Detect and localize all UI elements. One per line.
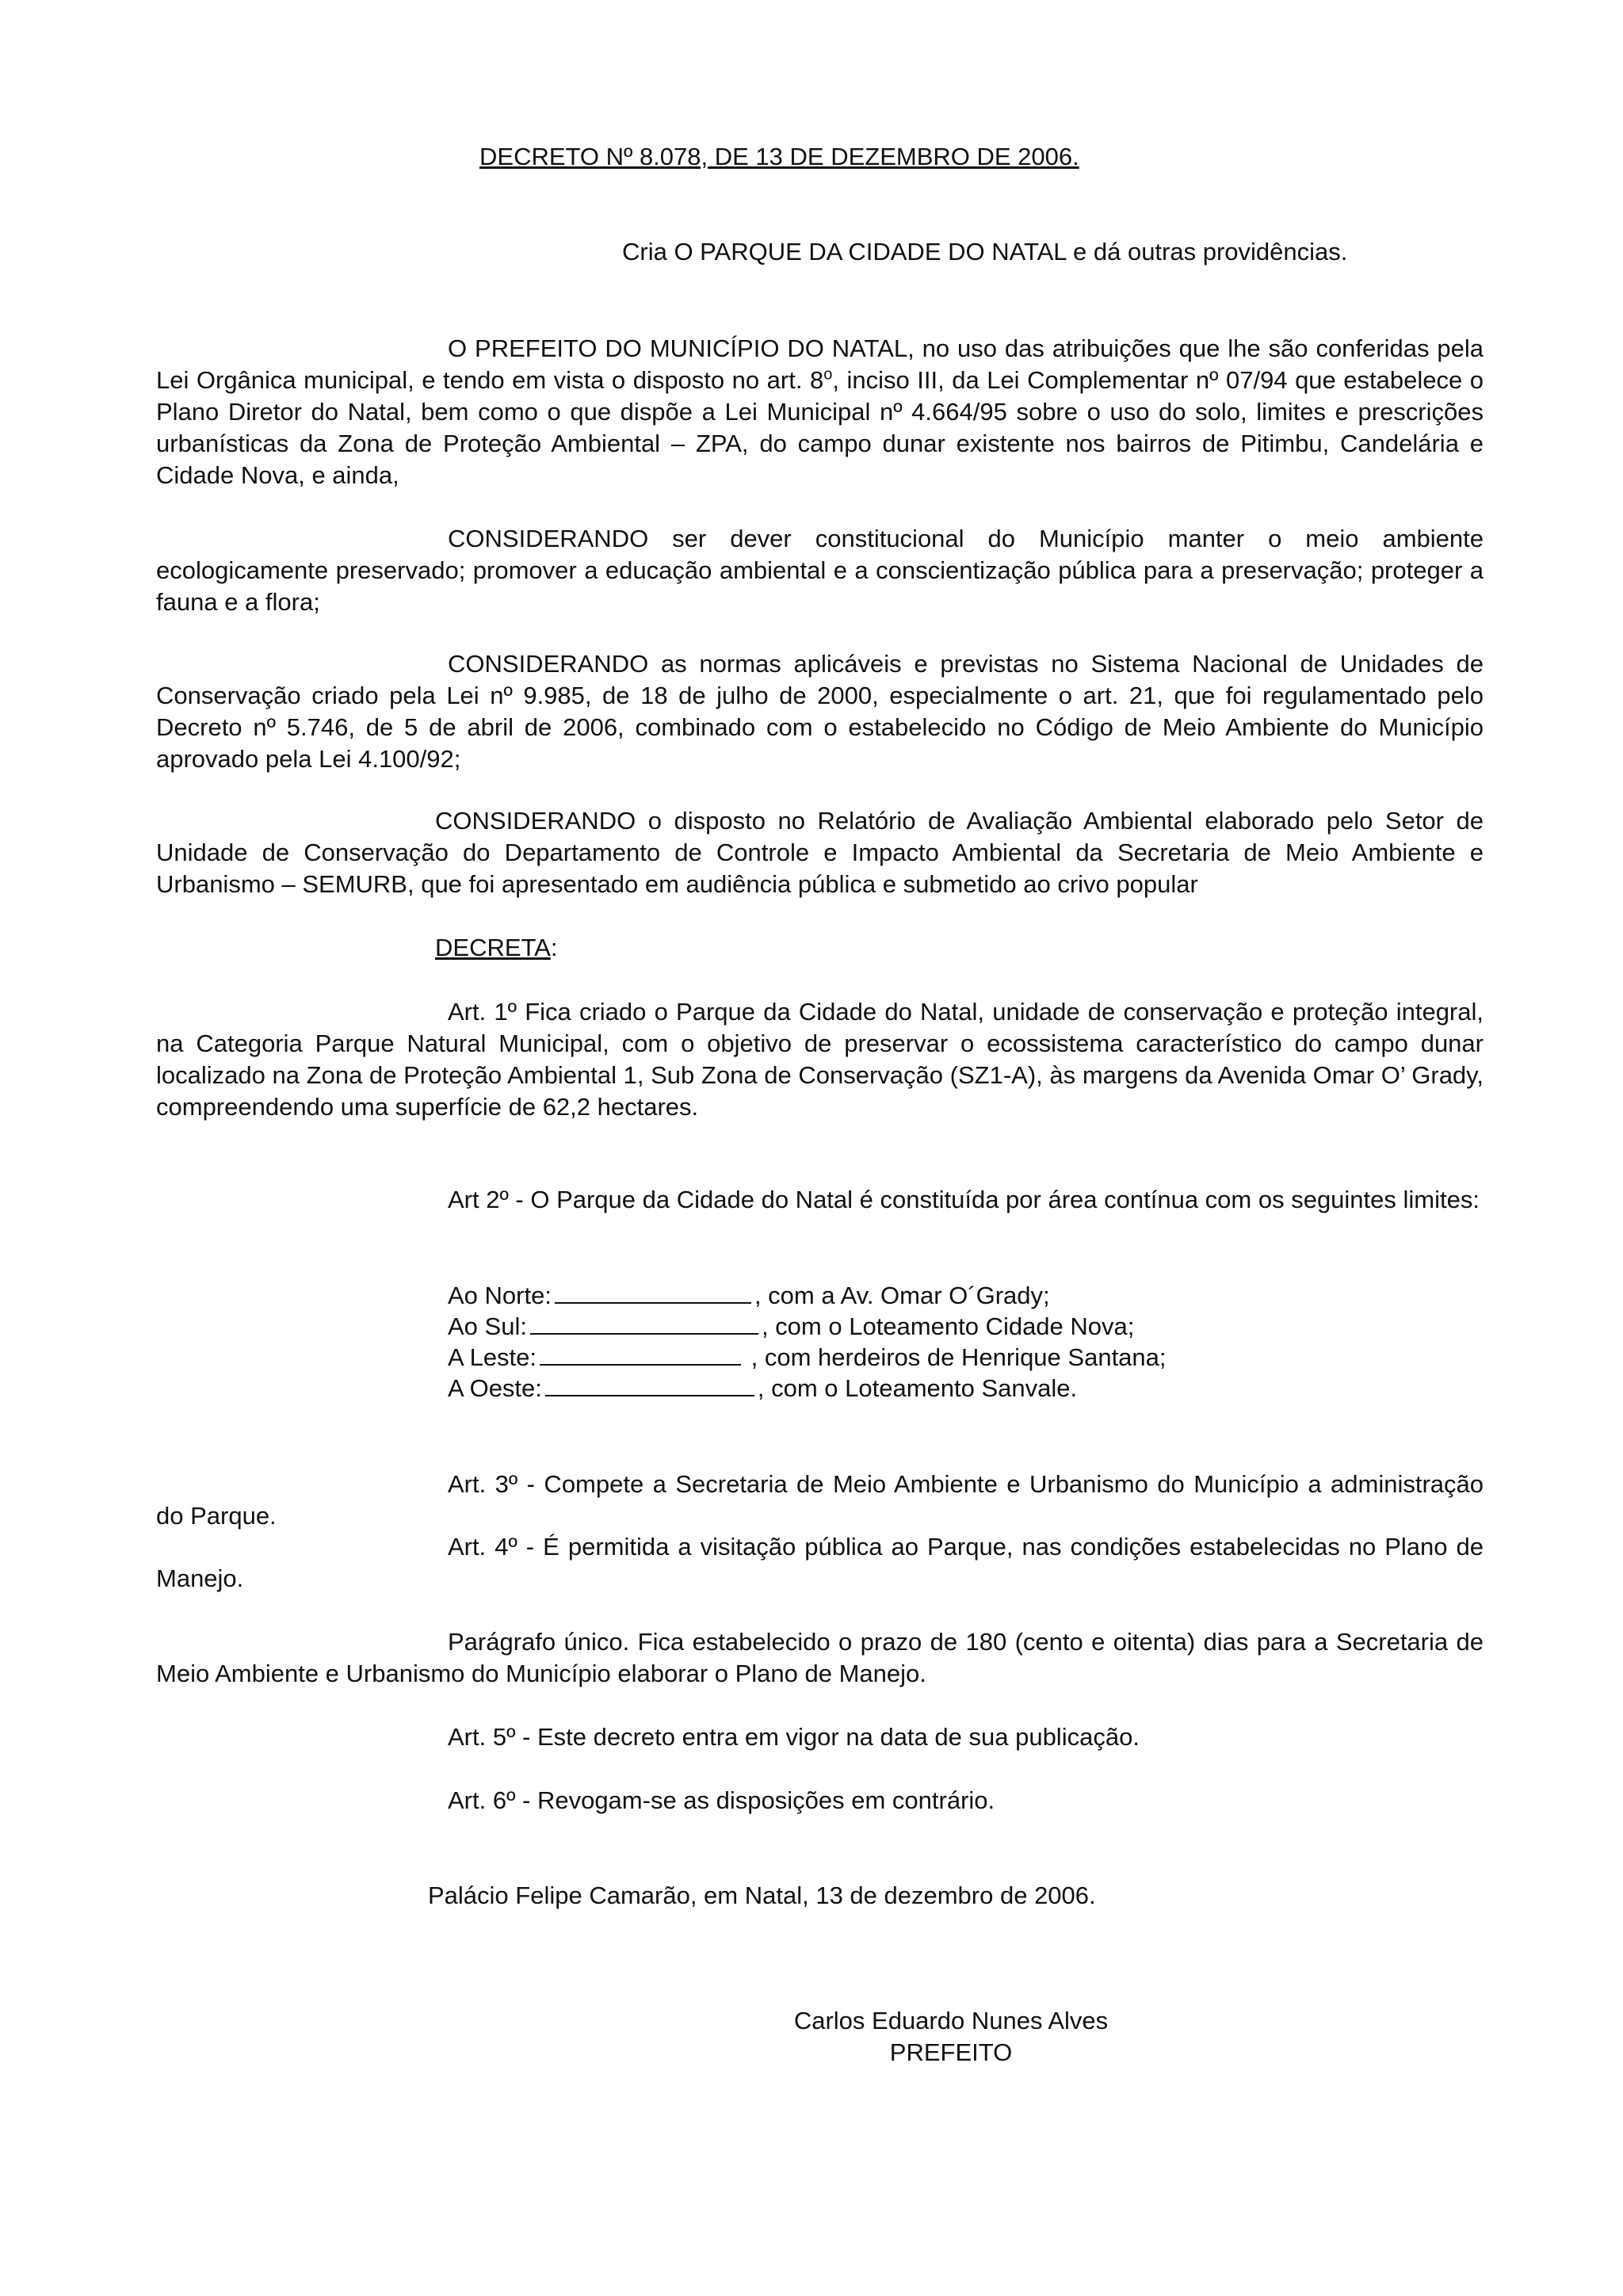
decreta-label: DECRETA bbox=[435, 934, 551, 961]
signer-role: PREFEITO bbox=[889, 2038, 1013, 2066]
limit-north-blank bbox=[555, 1280, 751, 1304]
limit-west-blank bbox=[545, 1373, 754, 1396]
decree-title: DECRETO Nº 8.078, DE 13 DE DEZEMBRO DE 2006. bbox=[479, 143, 1079, 170]
considerando-2: CONSIDERANDO as normas aplicáveis e previstas no Sistema Nacional de Unidades de Conservação criado pela Lei nº 9.985, de 18 de julho de 2000, especialmente o art. 21, que foi regulamentado pelo Decreto nº 5.746, de 5 de abril de 2006, combinado com o estabelecido no Código de Meio Ambiente do Município aprovado pela Lei 4.100/92; bbox=[156, 650, 1484, 773]
limit-south-blank bbox=[530, 1311, 758, 1335]
limit-north bbox=[448, 1280, 1050, 1312]
article-6: Art. 6º - Revogam-se as disposições em contrário. bbox=[448, 1786, 995, 1814]
considerando-1: CONSIDERANDO ser dever constitucional do Município manter o meio ambiente ecologicamente preservado; promover a educação ambiental e a conscientização pública para a preservação; proteger a fauna e a flora; bbox=[156, 525, 1484, 616]
article-3: Art. 3º - Compete a Secretaria de Meio Ambiente e Urbanismo do Município a administração do Parque. bbox=[156, 1470, 1484, 1530]
preamble-paragraph bbox=[156, 333, 1484, 491]
limit-south bbox=[448, 1311, 1134, 1343]
article-5: Art. 5º - Este decreto entra em vigor na data de sua publicação. bbox=[448, 1723, 1140, 1751]
article-1: Art. 1º Fica criado o Parque da Cidade do Natal, unidade de conservação e proteção integral, na Categoria Parque Natural Municipal, com o objetivo de preservar o ecossistema característico do campo dunar localizado na Zona de Proteção Ambiental 1, Sub Zona de Conservação (SZ1-A), às margens da Avenida Omar O’ Grady, compreendendo uma superfície de 62,2 hectares. bbox=[156, 998, 1484, 1121]
decreta-heading bbox=[435, 932, 557, 964]
limit-east-text: , com herdeiros de Henrique Santana; bbox=[744, 1343, 1167, 1371]
limit-west-text: , com o Loteamento Sanvale. bbox=[757, 1374, 1078, 1402]
decreta-colon: : bbox=[550, 934, 558, 961]
preamble-text-a: O PREFEITO DO MUNICÍPIO DO NATAL, no uso das atribuições que lhe são conferidas pela Lei Orgânica municipal, e tendo em vista o disposto no art. 8 bbox=[156, 334, 1484, 394]
limit-north-text: , com a Av. Omar O´Grady; bbox=[754, 1282, 1050, 1309]
signature-block bbox=[745, 2005, 1157, 2069]
limit-east-blank bbox=[540, 1342, 741, 1366]
preamble-superscript: o bbox=[823, 365, 833, 384]
limit-south-text: , com o Loteamento Cidade Nova; bbox=[761, 1312, 1135, 1340]
limit-north-label: Ao Norte: bbox=[448, 1282, 552, 1309]
limit-west-label: A Oeste: bbox=[448, 1374, 542, 1402]
limit-east-label: A Leste: bbox=[448, 1343, 537, 1371]
considerando-3: CONSIDERANDO o disposto no Relatório de Avaliação Ambiental elaborado pelo Setor de Unidade de Conservação do Departamento de Controle e Impacto Ambiental da Secretaria de Meio Ambiente e Urbanismo – SEMURB, que foi apresentado em audiência pública e submetido ao crivo popular bbox=[156, 807, 1484, 898]
paragrafo-unico: Parágrafo único. Fica estabelecido o prazo de 180 (cento e oitenta) dias para a Secretaria de Meio Ambiente e Urbanismo do Município elaborar o Plano de Manejo. bbox=[156, 1628, 1484, 1687]
preamble-text-b: , inciso III, da Lei Complementar nº 07/94 que estabelece o Plano Diretor do Natal, bem como o que dispõe a Lei Municipal nº 4.664/95 sobre o uso do solo, limites e prescrições urbanísticas da Zona de Proteção Ambiental – ZPA, do campo dunar existente nos bairros de Pitimbu, Candelária e Cidade Nova, e ainda, bbox=[156, 366, 1484, 489]
article-2: Art 2º - O Parque da Cidade do Natal é constituída por área contínua com os seguintes limites: bbox=[448, 1186, 1480, 1213]
place-date: Palácio Felipe Camarão, em Natal, 13 de dezembro de 2006. bbox=[428, 1881, 1096, 1909]
limit-east bbox=[448, 1342, 1167, 1373]
decree-summary: Cria O PARQUE DA CIDADE DO NATAL e dá outras providências. bbox=[622, 238, 1348, 266]
limit-south-label: Ao Sul: bbox=[448, 1312, 527, 1340]
signer-name: Carlos Eduardo Nunes Alves bbox=[793, 2007, 1109, 2034]
limit-west bbox=[448, 1373, 1077, 1404]
article-4: Art. 4º - É permitida a visitação pública ao Parque, nas condições estabelecidas no Plano de Manejo. bbox=[156, 1533, 1484, 1592]
